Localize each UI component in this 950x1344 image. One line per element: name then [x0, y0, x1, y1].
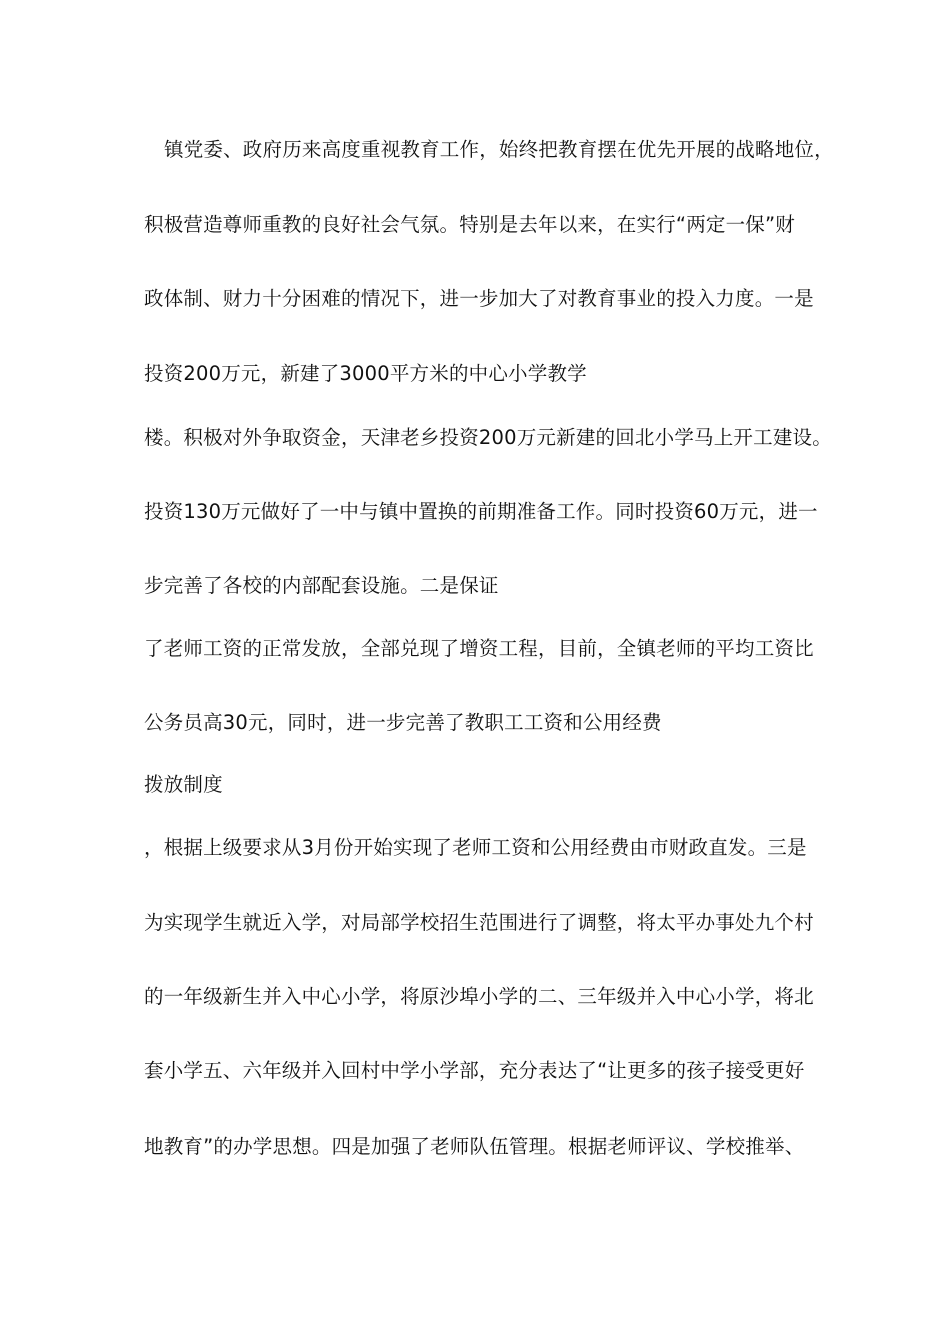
- paragraph-line-4: 投资200万元，新建了3000平方米的中心小学教学: [144, 362, 587, 385]
- paragraph-line-3: 政体制、财力十分困难的情况下，进一步加大了对教育事业的投入力度。一是: [144, 287, 814, 310]
- paragraph-line-12: 为实现学生就近入学，对局部学校招生范围进行了调整，将太平办事处九个村: [144, 911, 814, 934]
- paragraph-line-1: 镇党委、政府历来高度重视教育工作，始终把教育摆在优先开展的战略地位，: [164, 138, 834, 161]
- paragraph-line-7: 步完善了各校的内部配套设施。二是保证: [144, 574, 499, 597]
- paragraph-line-5: 楼。积极对外争取资金，天津老乡投资200万元新建的回北小学马上开工建设。: [144, 426, 832, 449]
- paragraph-line-13: 的一年级新生并入中心小学，将原沙埠小学的二、三年级并入中心小学，将北: [144, 985, 814, 1008]
- paragraph-line-15: 地教育”的办学思想。四是加强了老师队伍管理。根据老师评议、学校推举、: [144, 1135, 805, 1158]
- paragraph-line-2: 积极营造尊师重教的良好社会气氛。特别是去年以来，在实行“两定一保”财: [144, 213, 796, 236]
- paragraph-line-8: 了老师工资的正常发放，全部兑现了增资工程，目前，全镇老师的平均工资比: [144, 637, 814, 660]
- paragraph-line-6: 投资130万元做好了一中与镇中置换的前期准备工作。同时投资60万元，进一: [144, 500, 818, 523]
- paragraph-line-14: 套小学五、六年级并入回村中学小学部，充分表达了“让更多的孩子接受更好: [144, 1059, 805, 1082]
- paragraph-line-10: 拨放制度: [144, 773, 223, 796]
- paragraph-line-11: ，根据上级要求从3月份开始实现了老师工资和公用经费由市财政直发。三是: [144, 836, 807, 859]
- paragraph-line-9: 公务员高30元，同时，进一步完善了教职工工资和公用经费: [144, 711, 662, 734]
